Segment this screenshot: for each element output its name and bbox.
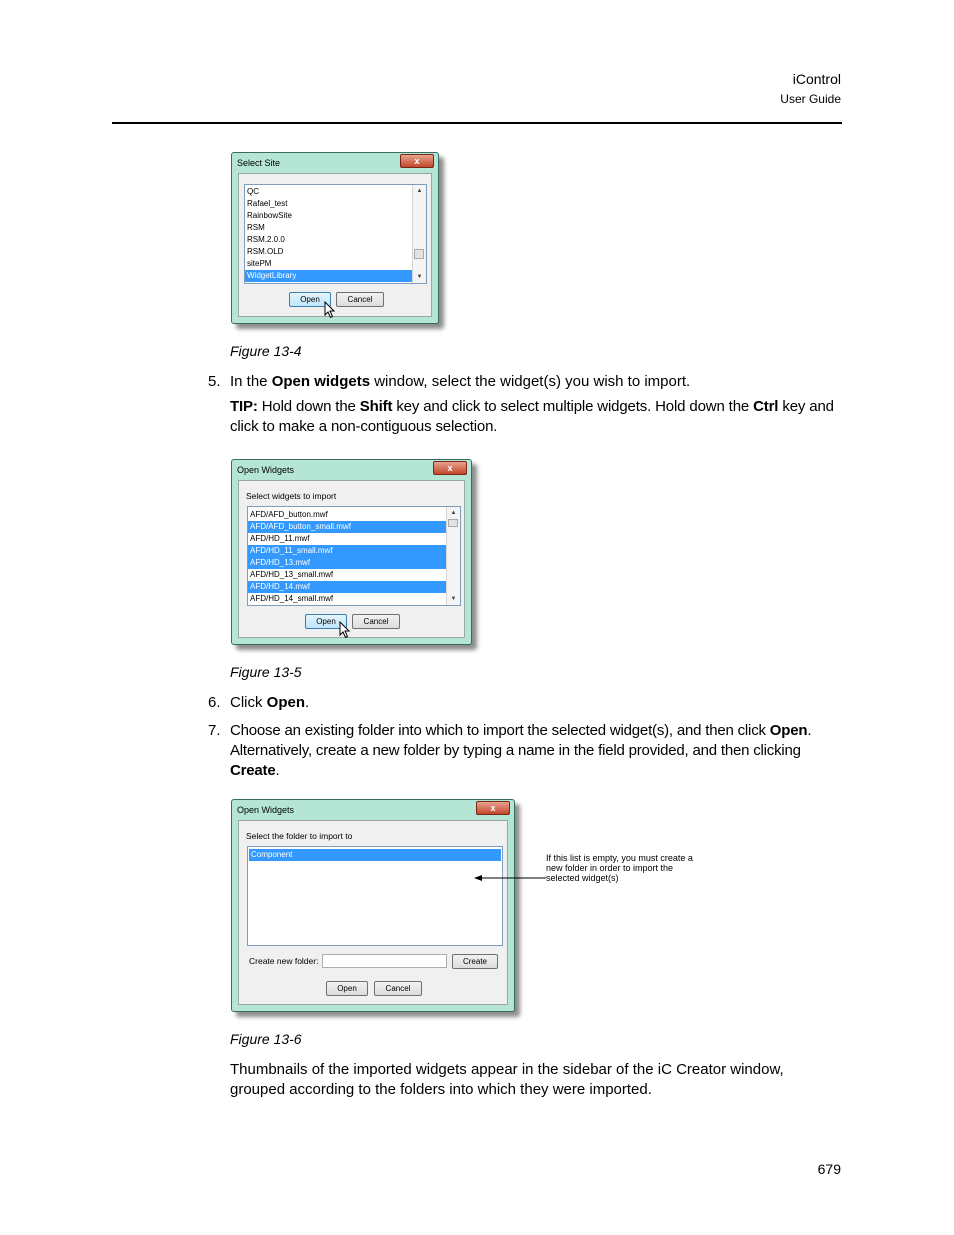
close-button[interactable]: x bbox=[400, 154, 434, 168]
scroll-down-icon[interactable]: ▼ bbox=[450, 596, 457, 602]
tip-label: TIP: bbox=[230, 398, 258, 415]
create-folder-label: Create new folder: bbox=[249, 956, 319, 966]
bold-term: Open bbox=[266, 694, 306, 711]
folder-list[interactable] bbox=[247, 846, 503, 946]
list-item[interactable]: RSM.2.0.0 bbox=[247, 235, 285, 244]
list-item[interactable]: AFD/HD_14_small.mwf bbox=[250, 594, 334, 603]
select-site-dialog bbox=[231, 152, 439, 324]
list-item-selected[interactable]: Component bbox=[249, 849, 501, 861]
step-number: 5. bbox=[208, 373, 221, 390]
open-button[interactable]: Open bbox=[289, 292, 331, 307]
scroll-thumb[interactable] bbox=[448, 519, 458, 527]
list-item-selected[interactable]: AFD/HD_13.mwf bbox=[248, 557, 446, 569]
dialog-title: Open Widgets bbox=[237, 465, 295, 475]
text: Click bbox=[230, 694, 267, 711]
mouse-pointer-icon bbox=[324, 301, 336, 319]
text: . Alternatively, create a new folder by typing a name in the field provided, and then clicking bbox=[230, 722, 812, 759]
open-button[interactable]: Open bbox=[326, 981, 368, 996]
site-list[interactable] bbox=[244, 184, 427, 284]
step-number: 6. bbox=[208, 694, 221, 711]
callout-note: If this list is empty, you must create a new folder in order to import the selected widget(s) bbox=[546, 853, 693, 883]
figure-caption: Figure 13-6 bbox=[230, 1031, 302, 1047]
list-item[interactable]: RainbowSite bbox=[247, 211, 292, 220]
open-button[interactable]: Open bbox=[305, 614, 347, 629]
open-widgets-folder-dialog bbox=[231, 799, 515, 1012]
text: key and click to make a non-contiguous selection. bbox=[230, 398, 834, 435]
header-divider bbox=[112, 122, 842, 124]
list-scrollbar[interactable] bbox=[446, 507, 460, 605]
text: . bbox=[275, 762, 280, 779]
cancel-button[interactable]: Cancel bbox=[336, 292, 384, 307]
text: . bbox=[305, 694, 310, 711]
header-title: iControl bbox=[792, 71, 841, 87]
step-7-text bbox=[230, 721, 842, 781]
closing-paragraph: Thumbnails of the imported widgets appear in the sidebar of the iC Creator window, grouped according to the folders into which they were imported. bbox=[230, 1061, 784, 1098]
bold-term: Open bbox=[769, 722, 808, 739]
close-button[interactable]: x bbox=[476, 801, 510, 815]
tip-text bbox=[230, 397, 842, 437]
mouse-pointer-icon bbox=[339, 621, 351, 639]
scroll-thumb[interactable] bbox=[414, 249, 424, 259]
step-5-text bbox=[230, 372, 842, 392]
list-item[interactable]: AFD/HD_13_small.mwf bbox=[250, 570, 334, 579]
figure-caption: Figure 13-5 bbox=[230, 664, 302, 680]
list-item[interactable]: sitePM bbox=[247, 259, 272, 268]
callout-arrow-icon bbox=[472, 872, 548, 884]
step-6-text bbox=[230, 693, 842, 713]
list-item[interactable]: Rafael_test bbox=[247, 199, 288, 208]
list-item-selected[interactable]: WidgetLibrary bbox=[245, 270, 412, 282]
scroll-up-icon[interactable]: ▲ bbox=[450, 510, 457, 516]
list-scrollbar[interactable] bbox=[412, 185, 426, 283]
widget-list[interactable] bbox=[247, 506, 461, 606]
list-label: Select widgets to import bbox=[246, 491, 337, 501]
list-item[interactable]: AFD/AFD_button.mwf bbox=[250, 510, 328, 519]
create-button[interactable]: Create bbox=[452, 954, 498, 969]
list-item-selected[interactable]: AFD/HD_11_small.mwf bbox=[248, 545, 446, 557]
new-folder-input[interactable] bbox=[322, 954, 447, 968]
bold-term: Open widgets bbox=[271, 373, 371, 390]
scroll-up-icon[interactable]: ▲ bbox=[416, 188, 423, 194]
key-shift: Shift bbox=[359, 398, 393, 415]
list-item[interactable]: RSM.OLD bbox=[247, 247, 284, 256]
header-subtitle: User Guide bbox=[780, 92, 841, 106]
open-widgets-dialog bbox=[231, 459, 472, 645]
text: window, select the widget(s) you wish to import. bbox=[370, 373, 691, 390]
list-item-selected[interactable]: AFD/HD_14.mwf bbox=[248, 581, 446, 593]
scroll-down-icon[interactable]: ▼ bbox=[416, 274, 423, 280]
text: key and click to select multiple widgets. Hold down the bbox=[392, 398, 754, 415]
bold-term: Create bbox=[230, 762, 276, 779]
dialog-body bbox=[238, 480, 465, 638]
key-ctrl: Ctrl bbox=[753, 398, 779, 415]
text: Choose an existing folder into which to import the selected widget(s), and then click bbox=[230, 722, 770, 739]
list-item[interactable]: QC bbox=[247, 187, 259, 196]
list-item-selected[interactable]: AFD/AFD_button_small.mwf bbox=[248, 521, 446, 533]
list-item[interactable]: AFD/HD_11.mwf bbox=[250, 534, 310, 543]
cancel-button[interactable]: Cancel bbox=[374, 981, 422, 996]
figure-caption: Figure 13-4 bbox=[230, 343, 302, 359]
list-item[interactable]: RSM bbox=[247, 223, 265, 232]
text: In the bbox=[230, 373, 272, 390]
close-button[interactable]: x bbox=[433, 461, 467, 475]
dialog-body bbox=[238, 820, 508, 1005]
list-label: Select the folder to import to bbox=[246, 831, 353, 841]
cancel-button[interactable]: Cancel bbox=[352, 614, 400, 629]
dialog-title: Select Site bbox=[237, 158, 281, 168]
text: Hold down the bbox=[257, 398, 360, 415]
step-number: 7. bbox=[208, 722, 221, 739]
dialog-title: Open Widgets bbox=[237, 805, 295, 815]
page-number: 679 bbox=[817, 1161, 841, 1177]
dialog-body bbox=[238, 173, 432, 317]
